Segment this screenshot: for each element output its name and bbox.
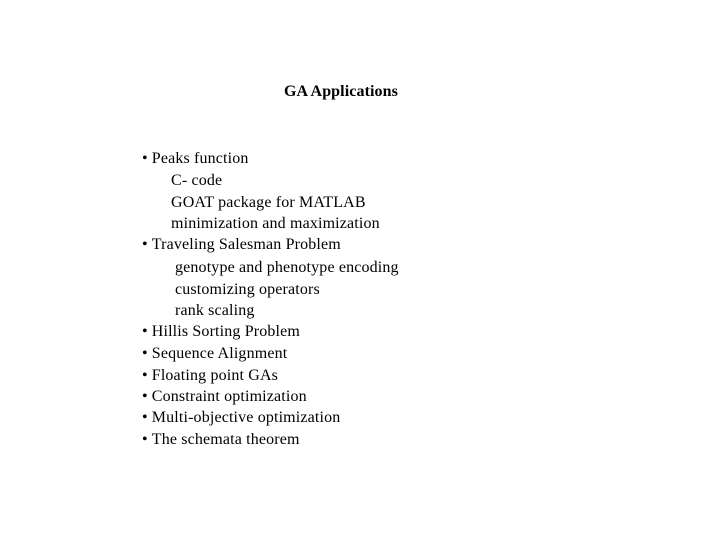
- bullet-label: Peaks function: [151, 150, 249, 167]
- bullet-item: [142, 235, 341, 255]
- bullet-icon: •: [142, 367, 148, 384]
- slide-title: GA Applications: [284, 83, 398, 100]
- bullet-label: Constraint optimization: [151, 388, 307, 405]
- bullet-label: Floating point GAs: [151, 367, 279, 384]
- bullet-icon: •: [142, 431, 148, 448]
- bullet-icon: •: [142, 323, 148, 340]
- bullet-item: [142, 430, 300, 450]
- sub-item: GOAT package for MATLAB: [171, 194, 366, 211]
- sub-item: minimization and maximization: [171, 215, 380, 232]
- sub-item: rank scaling: [175, 302, 255, 319]
- sub-item: C- code: [171, 172, 223, 189]
- bullet-icon: •: [142, 345, 148, 362]
- bullet-label: Traveling Salesman Problem: [151, 236, 341, 253]
- bullet-icon: •: [142, 388, 148, 405]
- bullet-icon: •: [142, 236, 148, 253]
- bullet-item: [142, 366, 278, 386]
- bullet-item: [142, 387, 307, 407]
- bullet-label: Multi-objective optimization: [151, 409, 341, 426]
- bullet-item: [142, 408, 340, 428]
- bullet-icon: •: [142, 409, 148, 426]
- bullet-label: Hillis Sorting Problem: [151, 323, 300, 340]
- bullet-item: [142, 322, 300, 342]
- sub-item: genotype and phenotype encoding: [175, 259, 399, 276]
- bullet-item: [142, 149, 249, 169]
- bullet-icon: •: [142, 150, 148, 167]
- bullet-label: Sequence Alignment: [151, 345, 288, 362]
- bullet-item: [142, 344, 287, 364]
- sub-item: customizing operators: [175, 281, 320, 298]
- bullet-label: The schemata theorem: [151, 431, 300, 448]
